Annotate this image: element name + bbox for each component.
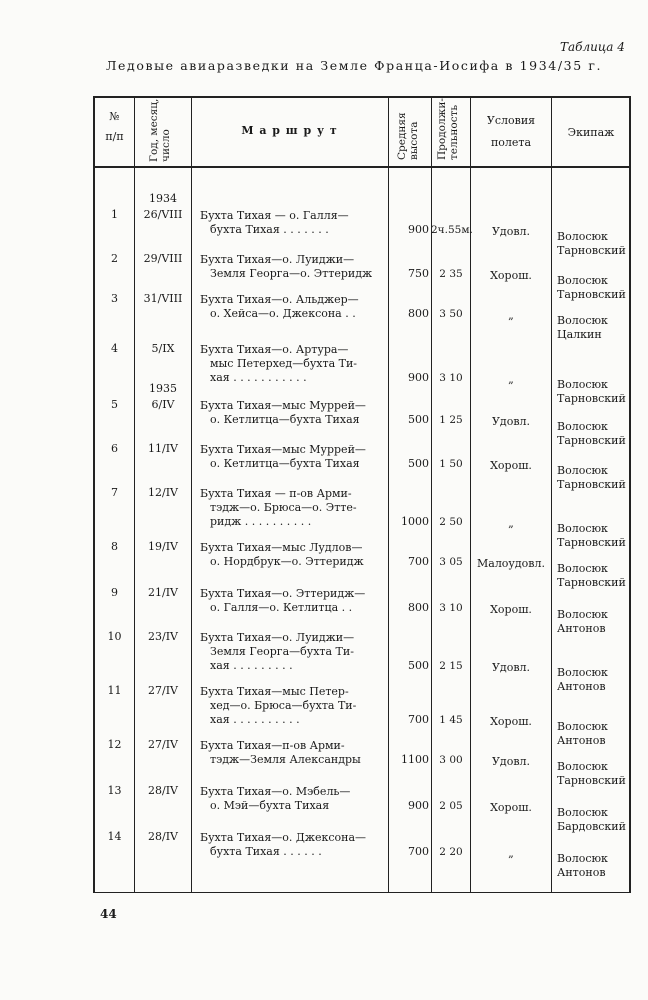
table-title: Ледовые авиаразведки на Земле Франца-Иосифа в 1934/35 г.	[106, 58, 603, 73]
row-conditions: „	[508, 847, 514, 860]
row-date: 5/IX	[151, 342, 175, 355]
crew-member: Волосюк	[557, 852, 608, 865]
route-line: Бухта Тихая — о. Галля—	[200, 209, 349, 222]
row-date: 28/IV	[148, 784, 178, 797]
row-number: 3	[111, 292, 118, 305]
row-height: 900	[408, 223, 429, 236]
row-duration: 1 45	[439, 714, 463, 726]
header-duration-line1: Продолжи-	[436, 98, 448, 160]
route-line: Бухта Тихая—о. Джексона—	[200, 831, 367, 844]
row-date: 27/IV	[148, 738, 178, 751]
header-number-label: п/п	[105, 130, 124, 143]
row-height: 1000	[401, 515, 429, 528]
header-height-line2: высота	[408, 121, 420, 160]
route-line: бухта Тихая . . . . . .	[210, 845, 322, 858]
row-duration: 3 50	[439, 308, 463, 320]
row-date: 31/VIII	[143, 292, 183, 305]
row-height: 1100	[401, 753, 429, 766]
row-date: 12/IV	[148, 486, 178, 499]
crew-member: Цалкин	[557, 328, 602, 341]
row-number: 4	[111, 342, 118, 355]
route-line: хая . . . . . . . . .	[210, 659, 293, 672]
crew-member: Тарновский	[557, 774, 626, 787]
row-number: 10	[107, 630, 122, 643]
row-number: 9	[111, 586, 118, 599]
crew-member: Тарновский	[557, 576, 626, 589]
header-duration-line2: тельность	[448, 104, 460, 160]
row-height: 500	[408, 457, 429, 470]
header-crew: Экипаж	[567, 126, 615, 139]
route-line: о. Хейса—о. Джексона . .	[210, 307, 356, 320]
row-conditions: Хорош.	[490, 801, 532, 814]
row-duration: 3 10	[439, 602, 463, 614]
row-conditions: Хорош.	[490, 459, 532, 472]
header-height-line1: Средняя	[396, 112, 408, 160]
crew-member: Волосюк	[557, 608, 608, 621]
row-height: 700	[408, 845, 429, 858]
row-number: 12	[107, 738, 122, 751]
row-duration: 2ч.55м.	[431, 224, 473, 236]
row-duration: 2 20	[439, 846, 463, 858]
crew-member: Антонов	[557, 622, 606, 635]
route-line: о. Мэй—бухта Тихая	[210, 799, 330, 812]
row-duration: 2 50	[439, 516, 463, 528]
crew-member: Волосюк	[557, 666, 608, 679]
row-conditions: Малоудовл.	[477, 557, 545, 570]
crew-member: Волосюк	[557, 806, 608, 819]
header-conditions-line1: Условия	[486, 114, 536, 127]
header-date-line1: Год, месяц,	[148, 98, 160, 162]
crew-member: Волосюк	[557, 274, 608, 287]
crew-member: Антонов	[557, 680, 606, 693]
row-date: 29/VIII	[143, 252, 183, 265]
row-height: 500	[408, 659, 429, 672]
route-line: Бухта Тихая—о. Эттеридж—	[200, 587, 366, 600]
row-duration: 2 05	[439, 800, 463, 812]
row-number: 14	[107, 830, 122, 843]
row-number: 5	[111, 398, 118, 411]
route-line: Бухта Тихая—о. Луиджи—	[200, 253, 355, 266]
route-line: Бухта Тихая—о. Мэбель—	[200, 785, 351, 798]
row-number: 2	[111, 252, 118, 265]
row-conditions: Удовл.	[491, 661, 531, 674]
route-line: Бухта Тихая—мыс Лудлов—	[200, 541, 363, 554]
header-number-symbol: №	[109, 110, 120, 123]
row-conditions: Удовл.	[491, 415, 531, 428]
crew-member: Антонов	[557, 734, 606, 747]
header-date	[148, 98, 172, 162]
header-duration	[436, 96, 460, 160]
crew-member: Волосюк	[557, 378, 608, 391]
row-number: 6	[111, 442, 118, 455]
route-line: Земля Георга—бухта Ти-	[210, 645, 354, 658]
route-line: тэдж—о. Брюса—о. Этте-	[210, 501, 357, 514]
row-duration: 1 50	[439, 458, 463, 470]
column-border	[431, 97, 432, 893]
table-caption: Таблица 4	[560, 40, 625, 54]
column-border	[388, 97, 389, 893]
route-line: Бухта Тихая—мыс Петер-	[200, 685, 349, 698]
crew-member: Тарновский	[557, 536, 626, 549]
crew-member: Бардовский	[557, 820, 626, 833]
row-conditions: „	[508, 309, 514, 322]
row-date: 21/IV	[148, 586, 178, 599]
page-number: 44	[100, 907, 117, 921]
route-line: Бухта Тихая—о. Луиджи—	[200, 631, 355, 644]
crew-member: Волосюк	[557, 314, 608, 327]
route-line: хед—о. Брюса—бухта Ти-	[210, 699, 357, 712]
row-height: 900	[408, 371, 429, 384]
row-duration: 2 15	[439, 660, 463, 672]
column-border	[191, 97, 192, 893]
route-line: о. Кетлитца—бухта Тихая	[210, 457, 360, 470]
row-conditions: Удовл.	[491, 755, 531, 768]
route-line: ридж . . . . . . . . . .	[210, 515, 312, 528]
row-duration: 2 35	[439, 268, 463, 280]
route-line: мыс Петерхед—бухта Ти-	[210, 357, 358, 370]
route-line: Бухта Тихая — п-ов Арми-	[200, 487, 352, 500]
header-number	[95, 110, 134, 144]
crew-member: Тарновский	[557, 244, 626, 257]
crew-member: Тарновский	[557, 434, 626, 447]
row-height: 900	[408, 799, 429, 812]
row-conditions: „	[508, 373, 514, 386]
crew-member: Тарновский	[557, 392, 626, 405]
route-line: Бухта Тихая—мыс Муррей—	[200, 399, 366, 412]
route-line: тэдж—Земля Александры	[210, 753, 361, 766]
row-date: 11/IV	[148, 442, 178, 455]
row-duration: 3 10	[439, 372, 463, 384]
route-line: Бухта Тихая—о. Артура—	[200, 343, 349, 356]
route-line: хая . . . . . . . . . . .	[210, 371, 307, 384]
route-line: Бухта Тихая—мыс Муррей—	[200, 443, 366, 456]
header-date-line2: число	[160, 129, 172, 162]
row-height: 700	[408, 713, 429, 726]
route-line: Земля Георга—о. Эттеридж	[210, 267, 373, 280]
crew-member: Волосюк	[557, 522, 608, 535]
route-line: о. Кетлитца—бухта Тихая	[210, 413, 360, 426]
row-conditions: Хорош.	[490, 269, 532, 282]
crew-member: Волосюк	[557, 464, 608, 477]
crew-member: Тарновский	[557, 288, 626, 301]
row-height: 750	[408, 267, 429, 280]
row-conditions: Хорош.	[490, 715, 532, 728]
row-duration: 1 25	[439, 414, 463, 426]
route-line: хая . . . . . . . . . .	[210, 713, 300, 726]
route-line: бухта Тихая . . . . . . .	[210, 223, 329, 236]
row-conditions: Хорош.	[490, 603, 532, 616]
row-date: 26/VIII	[143, 208, 183, 221]
row-year: 1935	[149, 382, 177, 395]
header-conditions-line2: полета	[490, 136, 532, 149]
row-height: 800	[408, 601, 429, 614]
row-number: 11	[107, 684, 122, 697]
column-border	[551, 97, 552, 893]
crew-member: Волосюк	[557, 230, 608, 243]
row-conditions: Удовл.	[491, 225, 531, 238]
header-conditions	[471, 114, 551, 150]
crew-member: Волосюк	[557, 562, 608, 575]
row-date: 27/IV	[148, 684, 178, 697]
row-year: 1934	[149, 192, 177, 205]
row-height: 800	[408, 307, 429, 320]
header-route: М а р ш р у т	[241, 124, 338, 137]
row-duration: 3 00	[439, 754, 463, 766]
crew-member: Волосюк	[557, 760, 608, 773]
row-date: 19/IV	[148, 540, 178, 553]
row-conditions: „	[508, 517, 514, 530]
route-line: Бухта Тихая—п-ов Арми-	[200, 739, 345, 752]
crew-member: Волосюк	[557, 420, 608, 433]
row-date: 6/IV	[151, 398, 175, 411]
column-border	[629, 97, 631, 893]
route-line: Бухта Тихая—о. Альджер—	[200, 293, 359, 306]
row-number: 8	[111, 540, 118, 553]
route-line: о. Галля—о. Кетлитца . .	[210, 601, 353, 614]
header-height	[396, 100, 420, 160]
row-duration: 3 05	[439, 556, 463, 568]
crew-member: Тарновский	[557, 478, 626, 491]
column-border	[470, 97, 471, 893]
row-date: 23/IV	[148, 630, 178, 643]
row-height: 700	[408, 555, 429, 568]
row-height: 500	[408, 413, 429, 426]
route-line: о. Нордбрук—о. Эттеридж	[210, 555, 364, 568]
row-number: 1	[111, 208, 118, 221]
row-date: 28/IV	[148, 830, 178, 843]
row-number: 7	[111, 486, 118, 499]
crew-member: Волосюк	[557, 720, 608, 733]
crew-member: Антонов	[557, 866, 606, 879]
row-number: 13	[107, 784, 122, 797]
